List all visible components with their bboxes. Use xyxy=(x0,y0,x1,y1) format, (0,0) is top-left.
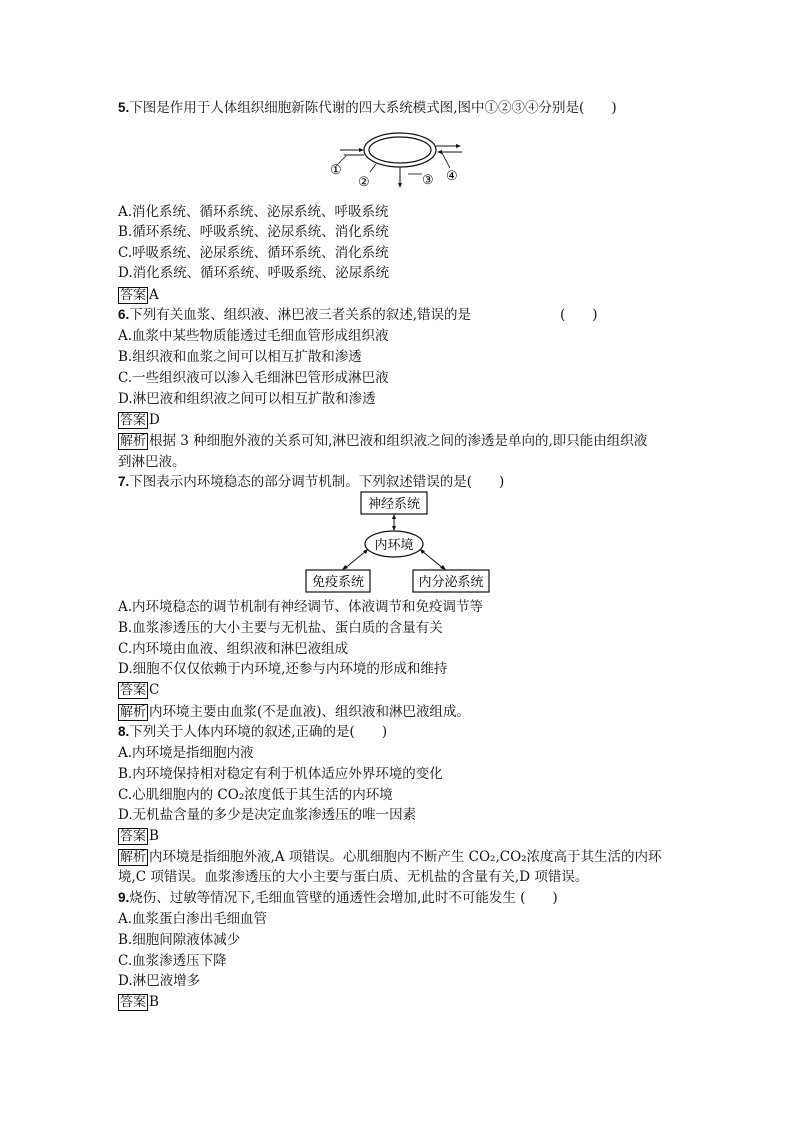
label-4: ④ xyxy=(446,169,458,184)
analysis-tag: 解析 xyxy=(120,434,147,449)
box-endocrine-label: 内分泌系统 xyxy=(418,575,484,590)
question-text: 下图表示内环境稳态的部分调节机制。下列叙述错误的是( ) xyxy=(129,474,505,490)
analysis-tag: 解析 xyxy=(120,705,147,720)
analysis-line xyxy=(118,847,662,867)
answer-line xyxy=(118,410,160,430)
question-6-stem xyxy=(118,305,471,325)
answer-tag: 答案 xyxy=(120,829,147,844)
analysis-text: 内环境是指细胞外液,A 项错误。心肌细胞内不断产生 CO₂,CO₂浓度高于其生活的内环 xyxy=(149,849,662,865)
option-a: A.消化系统、循环系统、泌尿系统、呼吸系统 xyxy=(118,204,389,220)
cell-ellipse-outer xyxy=(364,133,436,167)
question-number: 8. xyxy=(118,724,130,739)
option-b: B.循环系统、呼吸系统、泌尿系统、消化系统 xyxy=(118,224,389,240)
answer-paren: ( ) xyxy=(560,307,598,323)
analysis-tag: 解析 xyxy=(120,850,147,865)
option-b: B.内环境保持相对稳定有利于机体适应外界环境的变化 xyxy=(118,766,443,782)
analysis-line xyxy=(118,702,470,722)
box-nervous-label: 神经系统 xyxy=(367,497,421,512)
label-2: ② xyxy=(358,175,370,190)
box-immune-label: 免疫系统 xyxy=(311,575,365,590)
regulation-diagram xyxy=(300,490,500,596)
option-d: D.无机盐含量的多少是决定血浆渗透压的唯一因素 xyxy=(118,807,417,823)
option-a: A.内环境是指细胞内液 xyxy=(118,745,254,761)
option-a: A.内环境稳态的调节机制有神经调节、体液调节和免疫调节等 xyxy=(118,599,484,615)
answer-tag: 答案 xyxy=(120,683,147,698)
option-c: C.呼吸系统、泌尿系统、循环系统、消化系统 xyxy=(118,245,389,261)
option-b: B.细胞间隙液体减少 xyxy=(118,932,241,948)
question-text: 下列关于人体内环境的叙述,正确的是( ) xyxy=(129,724,388,740)
question-7-stem xyxy=(118,472,504,492)
answer-value: D xyxy=(149,412,160,428)
analysis-text: 内环境主要由血浆(不是血液)、组织液和淋巴液组成。 xyxy=(149,704,471,720)
answer-tag: 答案 xyxy=(120,995,147,1010)
question-text: 下列有关血浆、组织液、淋巴液三者关系的叙述,错误的是 xyxy=(129,307,472,323)
option-a: A.血浆蛋白渗出毛细血管 xyxy=(118,911,268,927)
question-number: 6. xyxy=(118,307,130,322)
option-b: B.组织液和血浆之间可以相互扩散和渗透 xyxy=(118,349,362,365)
option-d: D.消化系统、循环系统、呼吸系统、泌尿系统 xyxy=(118,265,390,281)
label-1: ① xyxy=(330,163,342,178)
answer-value: A xyxy=(149,287,159,303)
analysis-line-2: 到淋巴液。 xyxy=(118,454,186,470)
question-5-stem xyxy=(118,98,617,118)
option-c: C.一些组织液可以渗入毛细淋巴管形成淋巴液 xyxy=(118,370,389,386)
answer-value: B xyxy=(149,994,159,1010)
question-text: 下图是作用于人体组织细胞新陈代谢的四大系统模式图,图中①②③④分别是( ) xyxy=(129,100,617,116)
label-3: ③ xyxy=(422,173,434,188)
answer-tag: 答案 xyxy=(120,413,147,428)
option-b: B.血浆渗透压的大小主要与无机盐、蛋白质的含量有关 xyxy=(118,620,443,636)
answer-line xyxy=(118,680,159,700)
question-8-stem xyxy=(118,722,387,742)
question-text: 烧伤、过敏等情况下,毛细血管壁的通透性会增加,此时不可能发生 ( ) xyxy=(129,890,558,906)
option-d: D.细胞不仅仅依赖于内环境,还参与内环境的形成和维持 xyxy=(118,661,448,677)
answer-line xyxy=(118,826,159,846)
question-9-stem xyxy=(118,888,558,908)
answer-value: B xyxy=(149,828,159,844)
analysis-line-2: 境,C 项错误。血浆渗透压的大小主要与蛋白质、无机盐的含量有关,D 项错误。 xyxy=(118,869,589,885)
question-number: 5. xyxy=(118,100,130,115)
option-c: C.内环境由血液、组织液和淋巴液组成 xyxy=(118,641,349,657)
analysis-line xyxy=(118,431,647,451)
option-c: C.血浆渗透压下降 xyxy=(118,953,227,969)
option-c: C.心肌细胞内的 CO₂浓度低于其生活的内环境 xyxy=(118,787,393,803)
cell-ellipse-inner xyxy=(369,137,431,163)
option-d: D.淋巴液增多 xyxy=(118,973,201,989)
analysis-text: 根据 3 种细胞外液的关系可知,淋巴液和组织液之间的渗透是单向的,即只能由组织液 xyxy=(149,433,648,449)
option-d: D.淋巴液和组织液之间可以相互扩散和渗透 xyxy=(118,391,376,407)
option-a: A.血浆中某些物质能透过毛细血管形成组织液 xyxy=(118,328,389,344)
answer-tag: 答案 xyxy=(120,288,147,303)
ellipse-internal-label: 内环境 xyxy=(374,538,414,553)
question-number: 9. xyxy=(118,890,130,905)
answer-value: C xyxy=(149,682,160,698)
answer-line xyxy=(118,285,159,305)
answer-line xyxy=(118,992,159,1012)
question-number: 7. xyxy=(118,474,130,489)
four-systems-diagram xyxy=(330,128,470,192)
